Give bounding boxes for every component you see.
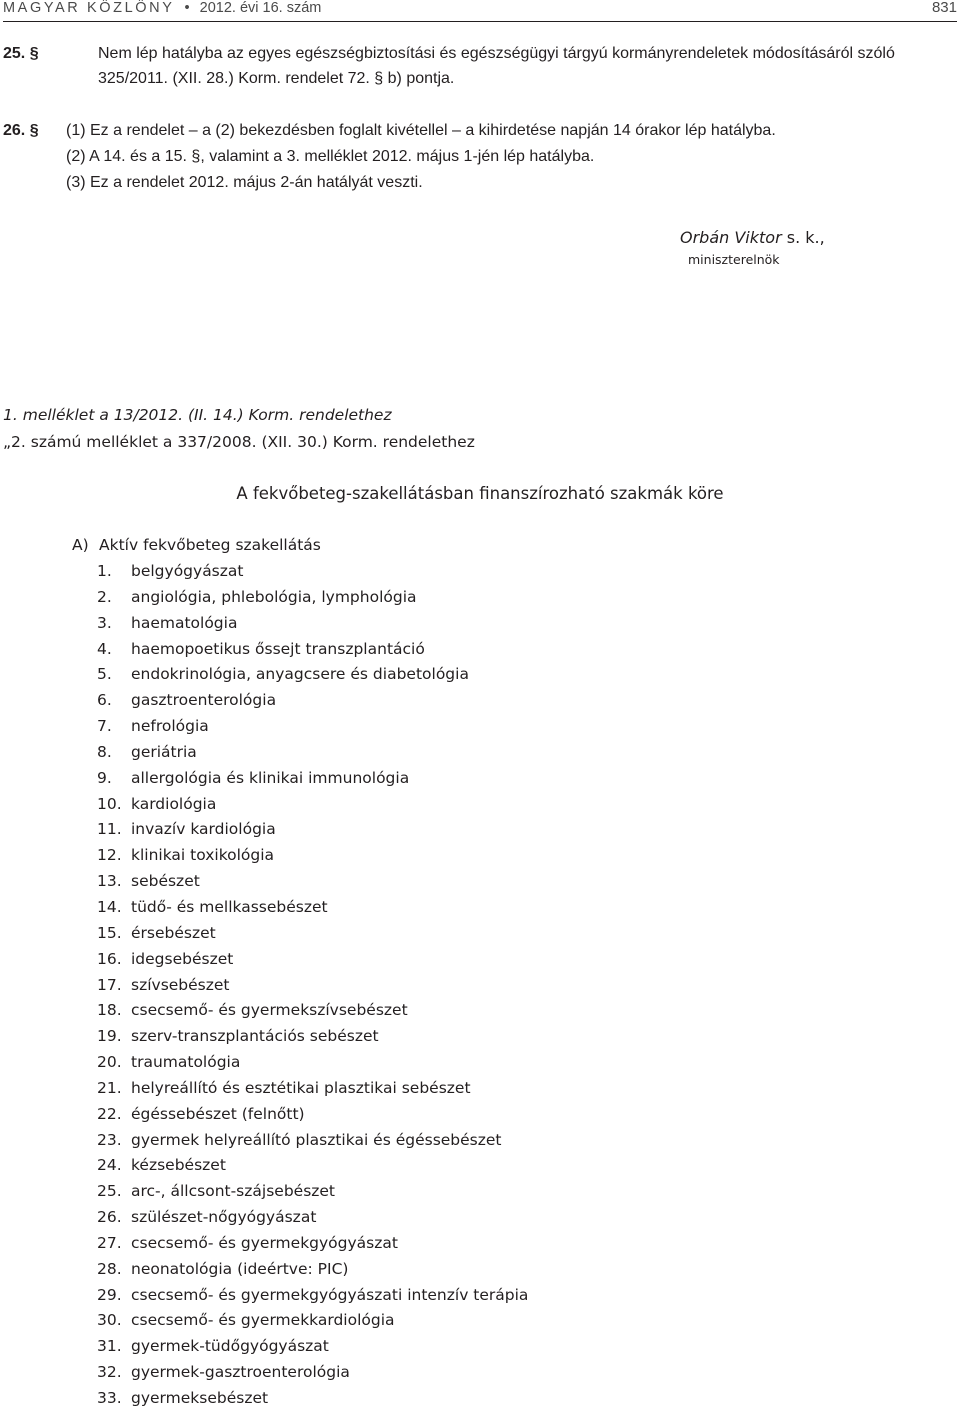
list-item (97, 768, 528, 794)
list-item-label: invazív kardiológia (131, 820, 276, 839)
header-publication (3, 0, 321, 16)
list-item (97, 1000, 528, 1026)
list-item (97, 1052, 528, 1078)
list-item (97, 794, 528, 820)
list-item-label: gyermek helyreállító plasztikai és égéssebészet (131, 1130, 502, 1149)
list-item-label: csecsemő- és gyermekgyógyászati intenzív terápia (131, 1285, 529, 1304)
list-item-number: 7. (97, 717, 112, 736)
list-item-label: haematológia (131, 613, 238, 632)
list-item (97, 561, 528, 587)
list-item-number: 9. (97, 768, 112, 787)
list-item-number: 4. (97, 639, 112, 658)
list-item-number: 32. (97, 1363, 122, 1382)
list-item (97, 1233, 528, 1259)
list-item (97, 949, 528, 975)
list-item-label: kardiológia (131, 794, 217, 813)
list-item-label: neonatológia (ideértve: PIC) (131, 1259, 349, 1278)
list-item (97, 897, 528, 923)
list-item (97, 1285, 528, 1311)
list-item-label: sebészet (131, 872, 200, 891)
signatory-suffix: s. k., (781, 228, 825, 247)
group-title: Aktív fekvőbeteg szakellátás (99, 536, 321, 554)
list-item-number: 16. (97, 949, 122, 968)
specialty-list (97, 561, 528, 1414)
list-item-label: szerv-transzplantációs sebészet (131, 1027, 379, 1046)
page-header (3, 0, 957, 16)
list-item-label: traumatológia (131, 1053, 241, 1072)
list-item (97, 1259, 528, 1285)
list-item-number: 18. (97, 1001, 122, 1020)
signature-name (680, 228, 825, 247)
list-item-number: 25. (97, 1182, 122, 1201)
list-item-number: 6. (97, 691, 112, 710)
list-item-label: geriátria (131, 742, 197, 761)
list-item-label: arc-, állcsont-szájsebészet (131, 1182, 336, 1201)
section-26-line-3: (3) Ez a rendelet 2012. május 2-án hatályát veszti. (66, 174, 423, 191)
annex-subheading: „2. számú melléklet a 337/2008. (XII. 30.) Korm. rendelethez (3, 433, 475, 451)
group-letter: A) (72, 536, 89, 554)
list-item-number: 12. (97, 846, 122, 865)
list-item (97, 923, 528, 949)
list-item (97, 690, 528, 716)
signatory-role: miniszterelnök (688, 252, 780, 267)
list-item-label: angiológia, phlebológia, lymphológia (131, 587, 417, 606)
list-item-label: szülészet-nőgyógyászat (131, 1208, 317, 1227)
annex-heading: 1. melléklet a 13/2012. (II. 14.) Korm. rendelethez (3, 406, 392, 424)
list-item (97, 819, 528, 845)
header-bullet: • (184, 0, 190, 16)
issue-label: 2012. évi 16. szám (199, 0, 322, 16)
list-item-number: 26. (97, 1208, 122, 1227)
list-item-number: 2. (97, 587, 112, 606)
list-item-label: gyermek-tüdőgyógyászat (131, 1337, 329, 1356)
list-item-number: 27. (97, 1233, 122, 1252)
list-item (97, 742, 528, 768)
list-item-number: 19. (97, 1027, 122, 1046)
list-item-number: 11. (97, 820, 122, 839)
list-item-label: érsebészet (131, 923, 216, 942)
list-item (97, 664, 528, 690)
list-item-number: 30. (97, 1311, 122, 1330)
list-item-number: 14. (97, 897, 122, 916)
list-item-number: 3. (97, 613, 112, 632)
list-item (97, 587, 528, 613)
list-item (97, 716, 528, 742)
list-item (97, 871, 528, 897)
list-item-label: allergológia és klinikai immunológia (131, 768, 410, 787)
list-item-label: gasztroenterológia (131, 691, 277, 710)
list-item-label: tüdő- és mellkassebészet (131, 897, 328, 916)
signatory-name: Orbán Viktor (680, 228, 782, 247)
list-item-number: 10. (97, 794, 122, 813)
list-item-label: szívsebészet (131, 975, 230, 994)
list-item (97, 1026, 528, 1052)
list-item (97, 1130, 528, 1156)
list-item (97, 1336, 528, 1362)
section-25-line-1: Nem lép hatályba az egyes egészségbiztosítási és egészségügyi tárgyú kormányrendeletek módosításáról szóló (98, 45, 895, 62)
list-item-label: haemopoetikus őssejt transzplantáció (131, 639, 425, 658)
list-item-label: helyreállító és esztétikai plasztikai sebészet (131, 1078, 471, 1097)
section-26-line-1: (1) Ez a rendelet – a (2) bekezdésben foglalt kivétellel – a kihirdetése napján 14 órakor lép hatályba. (66, 122, 776, 139)
list-item-label: belgyógyászat (131, 562, 244, 580)
list-item-label: klinikai toxikológia (131, 846, 275, 865)
list-item-label: csecsemő- és gyermekkardiológia (131, 1311, 395, 1330)
list-item-number: 15. (97, 923, 122, 942)
list-item (97, 613, 528, 639)
section-25-line-2: 325/2011. (XII. 28.) Korm. rendelet 72. § b) pontja. (98, 70, 455, 87)
list-item-number: 1. (97, 562, 112, 580)
list-item-number: 33. (97, 1389, 122, 1407)
list-item-number: 20. (97, 1053, 122, 1072)
list-item-number: 5. (97, 665, 112, 684)
list-item (97, 845, 528, 871)
list-item-number: 17. (97, 975, 122, 994)
list-item (97, 1155, 528, 1181)
section-number-26: 26. § (3, 122, 39, 139)
list-item (97, 1207, 528, 1233)
list-item-number: 13. (97, 872, 122, 891)
list-item (97, 975, 528, 1001)
page-number: 831 (931, 0, 957, 16)
list-item (97, 1362, 528, 1388)
list-item (97, 1078, 528, 1104)
list-item-number: 31. (97, 1337, 122, 1356)
list-item (97, 1310, 528, 1336)
annex-title: A fekvőbeteg-szakellátásban finanszírozható szakmák köre (236, 484, 724, 503)
list-item-number: 29. (97, 1285, 122, 1304)
journal-title: MAGYAR KÖZLÖNY (3, 0, 175, 16)
section-number-25: 25. § (3, 45, 39, 62)
list-item-number: 23. (97, 1130, 122, 1149)
list-item-label: csecsemő- és gyermekgyógyászat (131, 1233, 398, 1252)
list-item (97, 1181, 528, 1207)
list-item-number: 24. (97, 1156, 122, 1175)
list-item (97, 1104, 528, 1130)
list-item-label: nefrológia (131, 717, 209, 736)
list-item-label: csecsemő- és gyermekszívsebészet (131, 1001, 408, 1020)
group-heading (72, 536, 321, 554)
list-item-label: endokrinológia, anyagcsere és diabetológia (131, 665, 469, 684)
section-26-line-2: (2) A 14. és a 15. §, valamint a 3. melléklet 2012. május 1-jén lép hatályba. (66, 148, 595, 165)
list-item (97, 1388, 528, 1414)
list-item (97, 639, 528, 665)
list-item-number: 8. (97, 742, 112, 761)
list-item-label: gyermek-gasztroenterológia (131, 1363, 350, 1382)
list-item-number: 21. (97, 1078, 122, 1097)
list-item-label: égéssebészet (felnőtt) (131, 1104, 305, 1123)
list-item-label: idegsebészet (131, 949, 234, 968)
header-rule (3, 21, 957, 22)
list-item-number: 28. (97, 1259, 122, 1278)
list-item-label: kézsebészet (131, 1156, 226, 1175)
list-item-number: 22. (97, 1104, 122, 1123)
list-item-label: gyermeksebészet (131, 1389, 269, 1407)
